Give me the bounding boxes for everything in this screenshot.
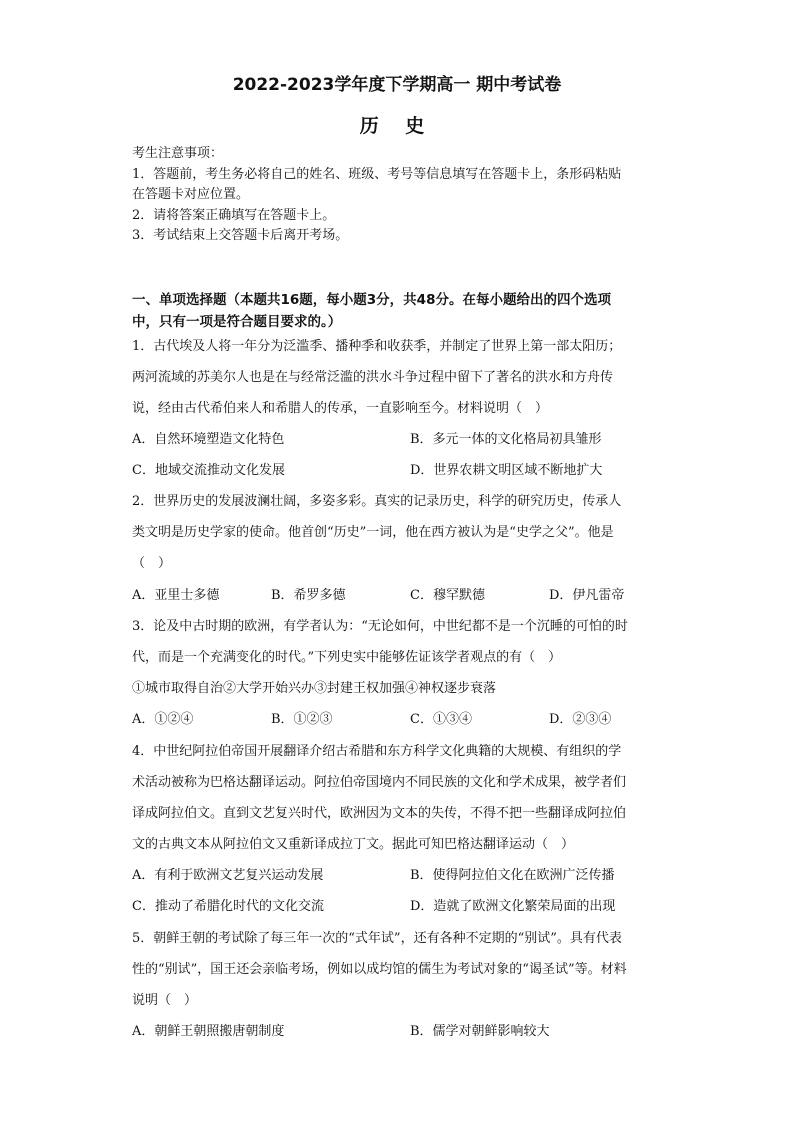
question-2-text: 2．世界历史的发展波澜壮阔，多姿多彩。真实的记录历史，科学的研究历史，传承人 (132, 494, 622, 509)
question-5-text: 5．朝鲜王朝的考试除了每三年一次的“式年试”，还有各种不定期的“别试”。具有代表 (132, 931, 622, 946)
question-2-option-a: A．亚里士多德 (132, 588, 220, 603)
question-1-option-c: C．地域交流推动文化发展 (132, 463, 285, 478)
question-4-option-b: B．使得阿拉伯文化在欧洲广泛传播 (410, 868, 615, 883)
notice-item: 在答题卡对应位置。 (132, 187, 250, 202)
question-5-option-b: B．儒学对朝鲜影响较大 (410, 1024, 550, 1039)
question-5-text: 性的“别试”，国王还会亲临考场，例如以成均馆的儒生为考试对象的“谒圣试”等。材料 (132, 962, 627, 977)
question-4-text: 文的古典文本从阿拉伯文又重新译成拉丁文。据此可知巴格达翻译运动（ ） (132, 837, 575, 852)
notice-item: 3．考试结束上交答题卡后离开考场。 (132, 228, 349, 243)
candidate-notice (132, 144, 672, 247)
question-4-text: 译成阿拉伯文。直到文艺复兴时代，欧洲因为文本的失传，不得不把一些翻译成阿拉伯 (132, 806, 627, 821)
question-1-text: 说，经由古代希伯来人和希腊人的传承，一直影响至今。材料说明（ ） (132, 401, 549, 416)
question-3-option-b: B．①②③ (271, 712, 333, 727)
question-5-text: 说明（ ） (132, 993, 198, 1008)
question-1-option-d: D．世界农耕文明区域不断地扩大 (410, 463, 603, 478)
question-4-option-c: C．推动了希腊化时代的文化交流 (132, 899, 324, 914)
question-2-text: 类文明是历史学家的使命。他首创“历史”一词，他在西方被认为是“史学之父”。他是 (132, 525, 614, 540)
question-3-text: 3．论及中古时期的欧洲，有学者认为：“无论如何，中世纪都不是一个沉睡的可怕的时 (132, 619, 628, 634)
question-3-option-a: A．①②④ (132, 712, 194, 727)
question-3-text: ①城市取得自治②大学开始兴办③封建王权加强④神权逐步衰落 (132, 681, 497, 696)
question-2-option-d: D．伊凡雷帝 (549, 588, 625, 603)
notice-item: 2．请将答案正确填写在答题卡上。 (132, 207, 336, 223)
question-1-text: 1．古代埃及人将一年分为泛滥季、播种季和收获季，并制定了世界上第一部太阳历； (132, 339, 622, 354)
question-3-option-d: D．②③④ (549, 712, 612, 727)
question-3-option-c: C．①③④ (410, 712, 472, 727)
section-heading-line: 中，只有一项是符合题目要求的。） (132, 314, 342, 330)
notice-item: 1．答题前，考生务必将自己的姓名、班级、考号等信息填写在答题卡上，条形码粘贴 (132, 166, 622, 182)
question-5-option-a: A．朝鲜王朝照搬唐朝制度 (132, 1024, 285, 1039)
question-4-text: 4．中世纪阿拉伯帝国开展翻译介绍古希腊和东方科学文化典籍的大规模、有组织的学 (132, 744, 622, 759)
notice-heading: 考生注意事项： (132, 146, 224, 161)
section-heading-line: 一、单项选择题（本题共16题，每小题3分，共48分。在每小题给出的四个选项 (132, 292, 611, 308)
question-2-option-c: C．穆罕默德 (410, 588, 485, 603)
question-4-option-a: A．有利于欧洲文艺复兴运动发展 (132, 868, 324, 883)
question-2-option-b: B．希罗多德 (271, 588, 346, 603)
question-1-option-a: A．自然环境塑造文化特色 (132, 432, 285, 447)
question-1-text: 两河流域的苏美尔人也是在与经常泛滥的洪水斗争过程中留下了著名的洪水和方舟传 (132, 370, 614, 385)
question-4-text: 术活动被称为巴格达翻译运动。阿拉伯帝国境内不同民族的文化和学术成果，被学者们 (132, 775, 627, 790)
question-3-text: 代，而是一个充满变化的时代。”下列史实中能够佐证该学者观点的有（ ） (132, 650, 562, 665)
section-heading (132, 289, 672, 333)
subject-title: 历 史 (359, 115, 435, 137)
question-2-text: （ ） (132, 556, 172, 571)
exam-title: 2022-2023学年度下学期高一 期中考试卷 (232, 75, 562, 95)
question-4-option-d: D．造就了欧洲文化繁荣局面的出现 (410, 899, 616, 914)
question-1-option-b: B．多元一体的文化格局初具雏形 (410, 432, 602, 447)
